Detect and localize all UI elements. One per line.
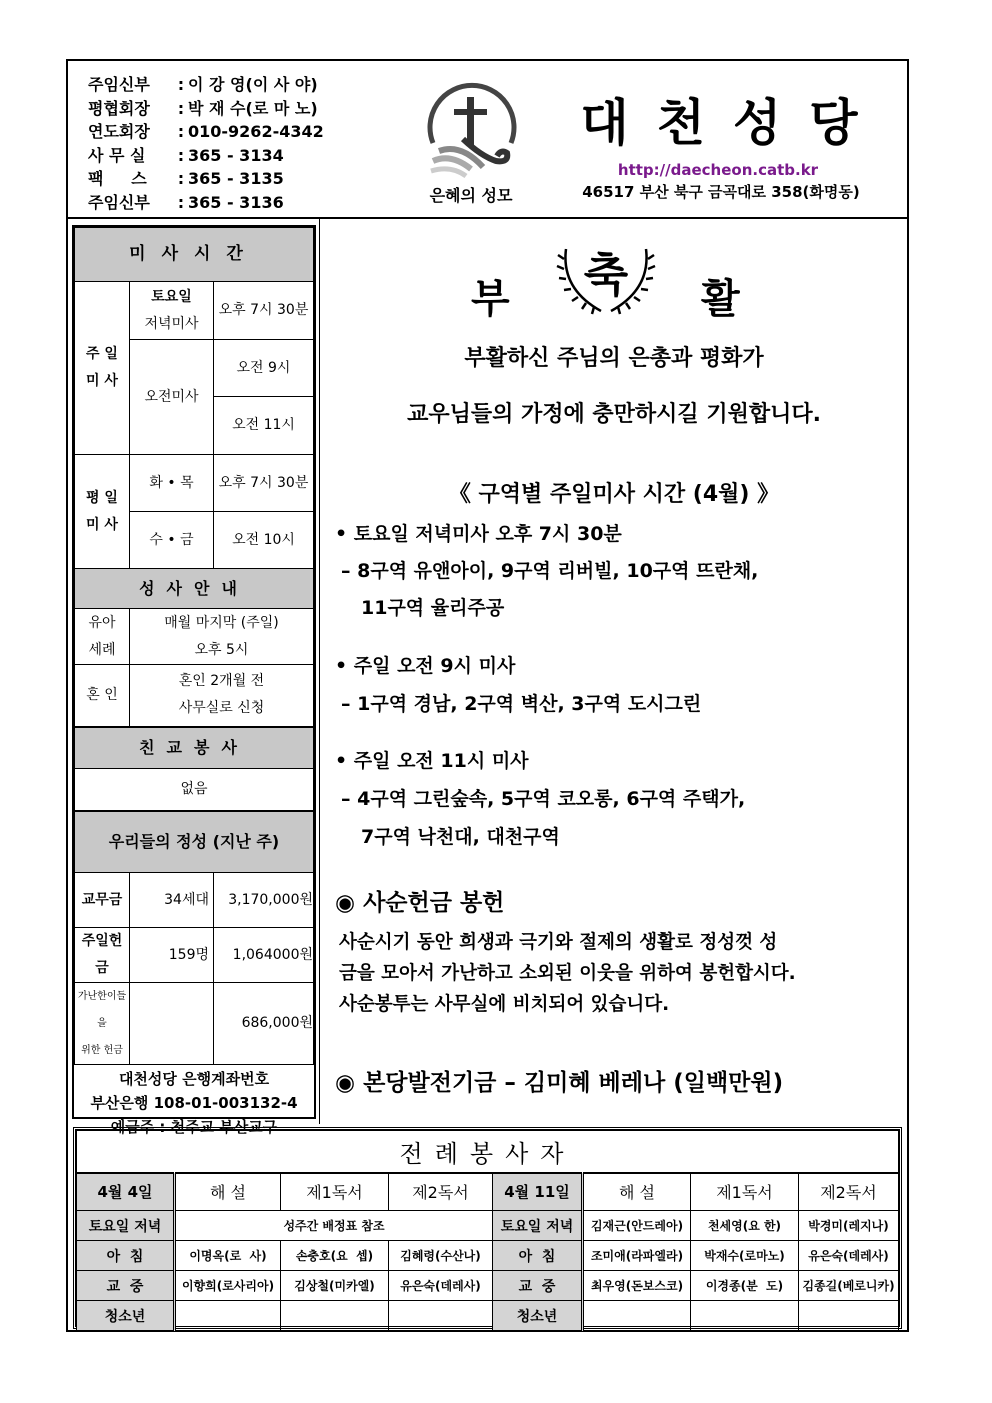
label-line: 유아 [88,614,116,631]
schedule-line: – 4구역 그린숲속, 5구역 코오롱, 6구역 주택가, [341,788,746,810]
body-line: 금을 모아서 가난하고 소외된 이웃을 위하여 봉헌합시다. [339,963,796,984]
contact-row [88,73,324,97]
bank-title: 대천성당 은행계좌번호 [118,1070,270,1088]
offering-amount: 686,000원 [214,983,314,1065]
row-label: 청소년 [493,1301,583,1331]
parish-logo [416,81,526,211]
sacrament-label [75,609,130,665]
text-line: 매월 마지막 (주일) [164,614,279,631]
mass-time: 오전 10시 [214,512,314,569]
contact-label: 주임신부 [88,75,150,94]
body-line: 사순봉투는 사무실에 비치되어 있습니다. [339,994,670,1015]
website-link[interactable]: http://daecheon.catb.kr [617,161,819,179]
label-line: 토요일 [151,288,192,305]
table-row [77,1211,899,1241]
table-row [77,1301,899,1331]
offering-count: 34세대 [130,873,214,928]
body-line: 사순시기 동안 희생과 극기와 절제의 생활로 정성껏 성 [339,932,778,953]
column-header: 제1독서 [281,1173,389,1211]
visit-text: 없음 [75,769,314,811]
label-line: 주 일 [86,346,118,362]
label-line: 저녁미사 [144,315,199,332]
separator: : [177,122,185,141]
mass-name: 수 • 금 [130,512,214,569]
label-line: 가난한이들을 [77,991,127,1029]
contact-label: 연도회장 [88,122,150,141]
offering-heading: 우리들의 정성 (지난 주) [75,811,314,873]
row-label: 교 중 [77,1271,175,1301]
easter-char: 활 [701,275,740,322]
text-line: 혼인 2개월 전 [178,673,265,690]
bank-holder: 예금주 : 천주교 부산교구 [110,1118,278,1136]
contact-row [88,120,324,144]
row-label: 토요일 저녁 [493,1211,583,1241]
sacrament-text [130,665,314,727]
minister-name: 김재근(안드레아) [583,1211,691,1241]
minister-name: 김상철(미카엘) [281,1271,389,1301]
lent-offering-body [339,927,909,1020]
weekday-mass-label [75,455,130,569]
contact-list [88,73,324,214]
mass-times-heading: 미사시간 [75,228,314,282]
liturgy-ministers-table [73,1127,902,1329]
schedule-line: 11구역 율리주공 [361,597,505,619]
label-line: 위한 헌금 [81,1045,123,1056]
liturgy-title: 전례봉사자 [77,1131,899,1173]
column-header: 해 설 [583,1173,691,1211]
label-line: 평 일 [86,489,118,506]
lent-offering-heading: ◉ 사순헌금 봉헌 [335,890,505,916]
contact-value: 365 - 3134 [188,145,284,165]
easter-banner [321,239,907,322]
left-panel [68,219,320,1136]
separator: : [177,75,185,94]
minister-name: 김종길(베로니카) [799,1271,899,1301]
contact-label: 주임신부 [88,192,150,212]
table-row [77,1241,899,1271]
column-header: 해 설 [175,1173,281,1211]
bulletin-page [66,59,909,1332]
easter-char: 부 [471,275,510,322]
mass-time: 오전 9시 [214,340,314,397]
row-label: 청소년 [77,1301,175,1331]
row-label: 아 침 [493,1241,583,1271]
greeting-line: 부활하신 주님의 은총과 평화가 [464,346,764,371]
minister-name [583,1301,691,1331]
schedule-heading: • 토요일 저녁미사 오후 7시 30분 [335,523,622,545]
contact-value: 이 강 영(이 사 야) [188,75,318,94]
row-label: 아 침 [77,1241,175,1271]
minister-name [799,1301,899,1331]
mass-name [130,282,214,340]
minister-name: 유은숙(데레사) [799,1241,899,1271]
minister-name: 이향희(로사리아) [175,1271,281,1301]
mass-name: 화 • 목 [130,455,214,512]
liturgy-table [76,1130,899,1331]
sacrament-label: 혼 인 [75,665,130,727]
column-header: 제2독서 [799,1173,899,1211]
schedule-line: – 8구역 유앤아이, 9구역 리버빌, 10구역 뜨란채, [341,560,759,582]
contact-value: 365 - 3136 [188,192,284,212]
schedule-line: 7구역 낙천대, 대천구역 [361,826,560,848]
bank-account: 부산은행 108-01-003132-4 [90,1094,298,1112]
offering-amount: 3,170,000원 [214,873,314,928]
minister-name: 이명옥(로 사) [175,1241,281,1271]
development-fund-heading: ◉ 본당발전기금 – 김미혜 베레나 (일백만원) [335,1070,784,1096]
contact-row [88,167,324,191]
info-box [72,225,316,1136]
parish-title: 대천성당 [580,94,886,152]
offering-label: 교무금 [75,873,130,928]
minister-name: 손충호(요 셉) [281,1241,389,1271]
row-label: 토요일 저녁 [77,1211,175,1241]
week2-date: 4월 11일 [493,1173,583,1211]
mass-time: 오전 11시 [214,397,314,455]
schedule-heading: • 주일 오전 9시 미사 [335,655,516,677]
separator: : [177,192,185,212]
label-line: 미 사 [86,516,118,533]
column-header: 제2독서 [389,1173,493,1211]
offering-count [130,983,214,1065]
schedule-heading: • 주일 오전 11시 미사 [335,750,529,772]
sacraments-heading: 성사안내 [75,569,314,609]
contact-row [88,191,324,215]
contact-value: 박 재 수(로 마 노) [188,98,318,118]
minister-name: 박재수(로마노) [691,1241,799,1271]
offering-count: 159명 [130,928,214,983]
schedule-line: – 1구역 경남, 2구역 벽산, 3구역 도시그린 [341,693,702,715]
sunday-mass-label [75,282,130,455]
contact-label: 팩 스 [88,169,147,188]
text-line: 사무실로 신청 [178,700,265,717]
sacrament-text [130,609,314,665]
table-row [77,1271,899,1301]
minister-name: 최우영(돈보스코) [583,1271,691,1301]
separator: : [177,98,185,118]
contact-label: 사 무 실 [88,145,146,165]
label-line: 미 사 [86,373,118,389]
offering-amount: 1,064000원 [214,928,314,983]
parish-address: 46517 부산 북구 금곡대로 358(화명동) [582,183,860,201]
district-schedule-title: 《 구역별 주일미사 시간 (4월) 》 [448,482,780,507]
week1-date: 4월 4일 [77,1173,175,1211]
label-line: 세례 [88,641,116,658]
cross-wave-icon [421,81,521,181]
mass-name: 오전미사 [130,340,214,455]
minister-name [281,1301,389,1331]
contact-label: 평협회장 [88,98,150,118]
text-line: 오후 5시 [194,641,249,658]
mass-time: 오후 7시 30분 [214,282,314,340]
visit-heading: 친교봉사 [75,727,314,769]
column-header: 제1독서 [691,1173,799,1211]
contact-value: 010-9262-4342 [188,122,324,141]
minister-name: 김혜령(수산나) [389,1241,493,1271]
minister-name: 조미애(라파엘라) [583,1241,691,1271]
mass-time: 오후 7시 30분 [214,455,314,512]
minister-name: 천세영(요 한) [691,1211,799,1241]
main-content [321,219,907,1124]
mass-times-table [74,227,314,1065]
minister-name [691,1301,799,1331]
offering-label [75,983,130,1065]
minister-name [175,1301,281,1331]
logo-caption: 은혜의 성모 [429,186,513,205]
minister-name: 이경종(분 도) [691,1271,799,1301]
contact-row [88,97,324,121]
merged-cell: 성주간 배정표 참조 [175,1211,493,1241]
offering-label: 주일헌금 [75,928,130,983]
row-label: 교 중 [493,1271,583,1301]
easter-char: 축 [583,248,629,302]
minister-name: 유은숙(데레사) [389,1271,493,1301]
minister-name [389,1301,493,1331]
separator: : [177,169,185,188]
greeting-line: 교우님들의 가정에 충만하시길 기원합니다. [407,402,821,427]
minister-name: 박경미(레지나) [799,1211,899,1241]
separator: : [177,145,185,165]
header [68,61,907,219]
contact-value: 365 - 3135 [188,169,284,188]
contact-row [88,144,324,168]
